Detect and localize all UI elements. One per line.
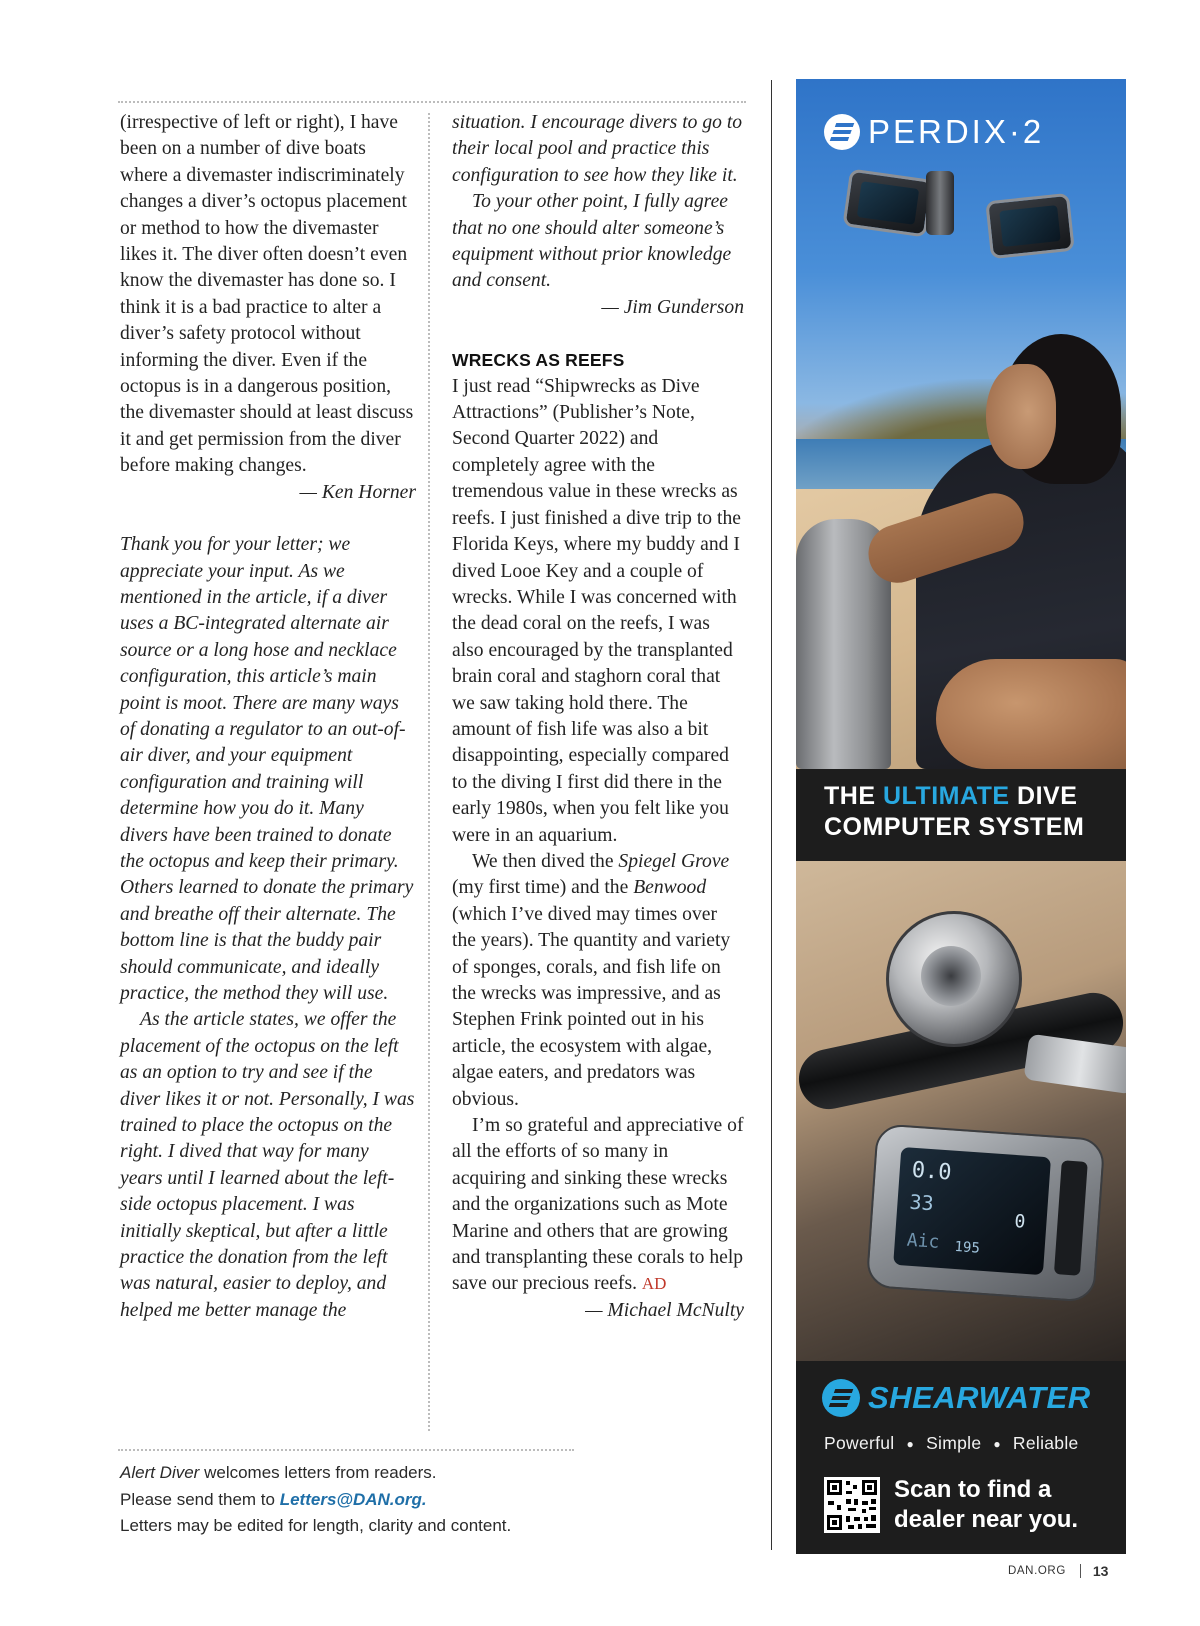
shearwater-advertisement[interactable] xyxy=(796,79,1126,1554)
diver-image xyxy=(986,364,1056,469)
section-heading: WRECKS AS REEFS xyxy=(452,350,625,371)
ad-separator-rule xyxy=(771,80,772,1550)
letter-signature: — Michael McNulty xyxy=(585,1299,744,1321)
text-column-right xyxy=(452,110,744,1324)
letters-footnote: Alert Diver welcomes letters from readers. Please send them to Letters@DAN.org. Letters may be edited for length, clarity and content. xyxy=(120,1460,590,1540)
shearwater-wordmark: SHEARWATER xyxy=(868,1380,1091,1415)
editor-reply-paragraph: Thank you for your letter; we appreciate your input. As we mentioned in the article, if a diver uses a BC-integrated alternate air source or a long hose and necklace configuration, this article’s main point is moot. There are many ways of donating a regulator to an out-of-air diver, and your equipment configuration and training will determine how you do it. Many divers have been trained to donate the octopus and keep their primary. Others learned to donate the primary and breathe off their alternate. The bottom line is that the buddy pair should communicate, and ideally practice, the method they will use. xyxy=(120,534,414,1004)
transmitter-product-image xyxy=(926,171,954,235)
top-divider xyxy=(118,101,746,103)
wrist-dive-computer-image xyxy=(866,1123,1106,1303)
letter-paragraph: We then dived the Spiegel Grove (my first time) and the Benwood (which I’ve dived may times over the years). The quantity and variety of sponges, corals, and fish life on the wrecks was impressive, and as Stephen Frink pointed out in his article, the ecosystem with algae, algae eaters, and predators was obvious. xyxy=(452,850,731,1110)
editor-reply-paragraph: As the article states, we offer the placement of the octopus on the left as an option to try and see if the diver likes it or not. Personally, I was trained to place the octopus on the right. I dived that way for many years until I learned about the left-side octopus placement. I was initially skeptical, but after a little practice the donation from the left was natural, easier to deploy, and helped me better manage the xyxy=(120,1009,415,1321)
headline-accent: ULTIMATE xyxy=(882,782,1010,810)
page-folio xyxy=(1008,1563,1108,1579)
regulator-computer-photo xyxy=(796,861,1126,1361)
perdix-wordmark: PERDIX·2 xyxy=(868,113,1045,150)
letters-email-link[interactable]: Letters@DAN.org. xyxy=(279,1489,427,1509)
brand-tagline: Powerful ● Simple ● Reliable xyxy=(824,1433,1079,1453)
footnote-divider xyxy=(118,1449,574,1451)
end-mark: AD xyxy=(641,1274,667,1294)
column-divider xyxy=(428,113,430,1431)
editor-reply-continued: situation. I encourage divers to go to their local pool and practice this configuration to see how they like it. xyxy=(452,112,743,186)
dive-computer-screen: 0.0 33 Aic 195 0 xyxy=(893,1147,1051,1275)
ship-name: Spiegel Grove xyxy=(618,850,730,872)
perdix-logo xyxy=(824,113,1044,151)
beach-diver-photo xyxy=(796,79,1126,769)
ad-footer xyxy=(796,1361,1126,1554)
text-column-left xyxy=(120,110,416,1324)
letter-body-end: (irrespective of left or right), I have been on a number of dive boats where a divemaster indiscriminately changes a diver’s octopus placement or method to how the divemaster likes it. The diver often doesn’t even know the divemaster has done so. I think it is a bad practice to alter a diver’s safety protocol without informing the diver. Even if the octopus is in a dangerous position, the divemaster should at least discuss it and get permission from the diver before making changes. xyxy=(120,112,414,477)
dive-computer-product-image xyxy=(842,168,933,237)
dive-computer-product-image xyxy=(985,193,1075,259)
letter-paragraph: I just read “Shipwrecks as Dive Attractions” (Publisher’s Note, Second Quarter 2022) and completely agree with the tremendous value in these wrecks as reefs. I just finished a dive trip to the Florida Keys, where my buddy and I dived Looe Key and a couple of wrecks. While I was concerned with the dead coral on the reefs, I was also encouraged by the transplanted brain coral and staghorn coral that we saw taking hold there. The amount of fish life was also a bit disappointing, especially compared to the diving I first did there in the early 1980s, when you felt like you were in an aquarium. xyxy=(452,375,741,846)
page-number: 13 xyxy=(1092,1563,1109,1579)
magazine-name: Alert Diver xyxy=(120,1463,200,1482)
qr-code[interactable] xyxy=(824,1477,880,1533)
reply-signature: — Jim Gunderson xyxy=(601,296,744,318)
ship-name: Benwood xyxy=(633,877,707,899)
letter-paragraph: I’m so grateful and appreciative of all the efforts of so many in acquiring and sinking these wrecks and the organizations such as Mote Marine and others that are growing and transplanting these corals to help save our precious reefs. AD xyxy=(452,1115,744,1295)
dealer-call-to-action: Scan to find a dealer near you. xyxy=(894,1476,1079,1533)
shearwater-logo xyxy=(822,1379,1091,1417)
site-name: DAN.ORG xyxy=(1008,1565,1066,1577)
editor-reply-paragraph: To your other point, I fully agree that no one should alter someone’s equipment without prior knowledge and consent. xyxy=(452,191,732,292)
perdix-logo-icon xyxy=(824,114,860,150)
footnote-disclaimer: Letters may be edited for length, clarity and content. xyxy=(120,1516,512,1535)
ad-headline: THE ULTIMATE DIVE COMPUTER SYSTEM xyxy=(796,769,1126,861)
letter-signature: — Ken Horner xyxy=(299,481,416,503)
shearwater-logo-icon xyxy=(822,1379,860,1417)
